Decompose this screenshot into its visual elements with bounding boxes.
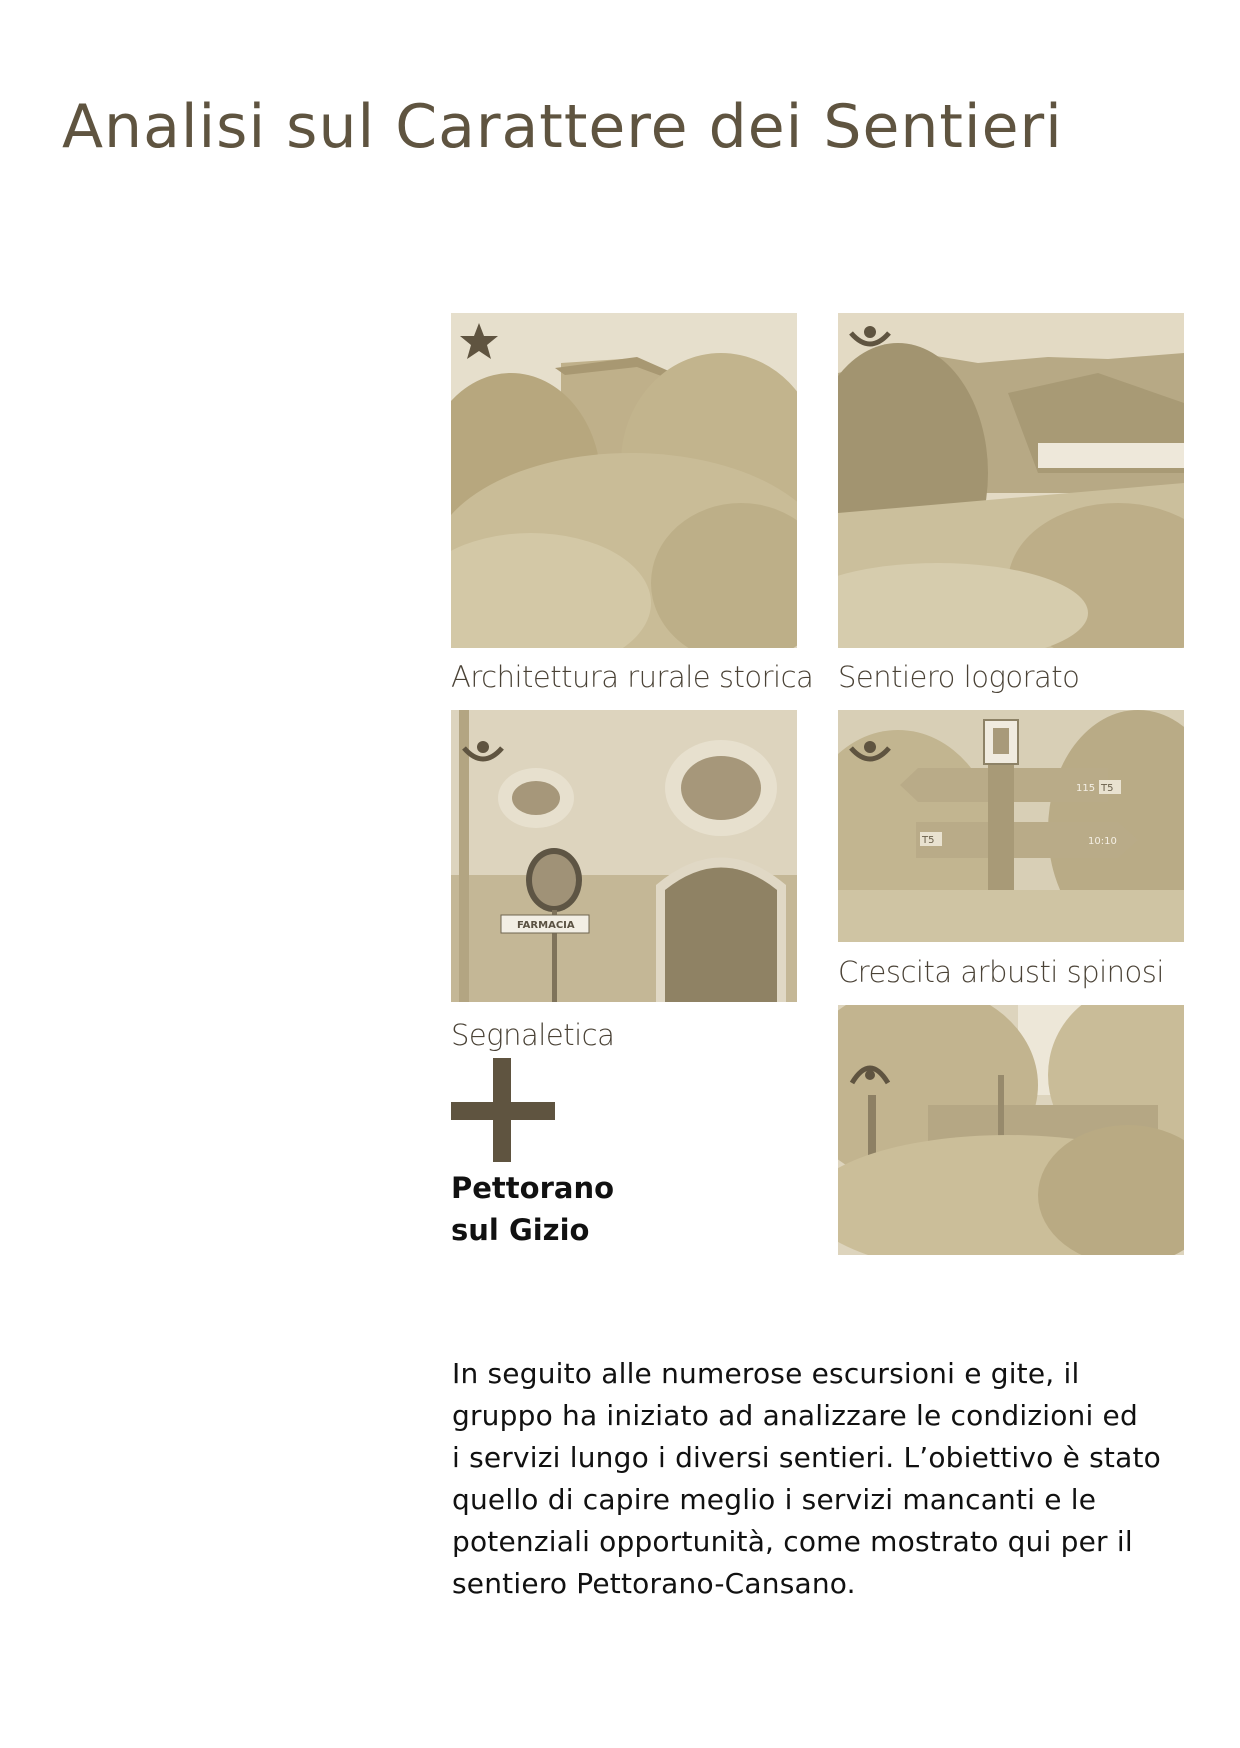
location-label (451, 1167, 614, 1251)
photo-signage (451, 710, 797, 1002)
photo-worn-trail (838, 313, 1184, 648)
body-line: sentiero Pettorano-Cansano. (452, 1567, 856, 1600)
star-icon (459, 321, 499, 361)
signpost-code-1: T5 (1101, 783, 1114, 794)
caption-thorny-shrubs: Crescita arbusti spinosi (838, 955, 1164, 989)
body-line: quello di capire meglio i servizi mancanti e le (452, 1483, 1097, 1516)
body-line: gruppo ha iniziato ad analizzare le condizioni ed (452, 1399, 1138, 1432)
photo-rural-architecture (451, 313, 797, 648)
pharmacy-sign-text: FARMACIA (517, 920, 575, 931)
body-paragraph (452, 1353, 1212, 1605)
eye-icon (461, 738, 505, 768)
location-line-1: Pettorano (451, 1171, 615, 1205)
eye-icon (848, 323, 892, 353)
location-line-2: sul Gizio (451, 1213, 590, 1247)
signpost-time: 10:10 (1088, 836, 1117, 847)
body-line: In seguito alle numerose escursioni e gite, il (452, 1357, 1080, 1390)
signpost-code-2: T5 (922, 835, 935, 846)
caption-worn-trail: Sentiero logorato (838, 660, 1080, 694)
caption-rural-architecture: Architettura rurale storica (451, 660, 814, 694)
cross-symbol-horizontal (451, 1102, 555, 1120)
arch-icon (848, 1057, 892, 1087)
photo-trail-signpost (838, 710, 1184, 942)
page-title: Analisi sul Carattere dei Sentieri (62, 92, 1063, 162)
body-line: potenziali opportunità, come mostrato qui per il (452, 1525, 1133, 1558)
caption-signage: Segnaletica (451, 1018, 615, 1052)
photo-overgrown-path (838, 1005, 1184, 1255)
body-line: i servizi lungo i diversi sentieri. L’obiettivo è stato (452, 1441, 1161, 1474)
eye-icon (848, 738, 892, 768)
signpost-distance: 115 (1076, 783, 1096, 794)
